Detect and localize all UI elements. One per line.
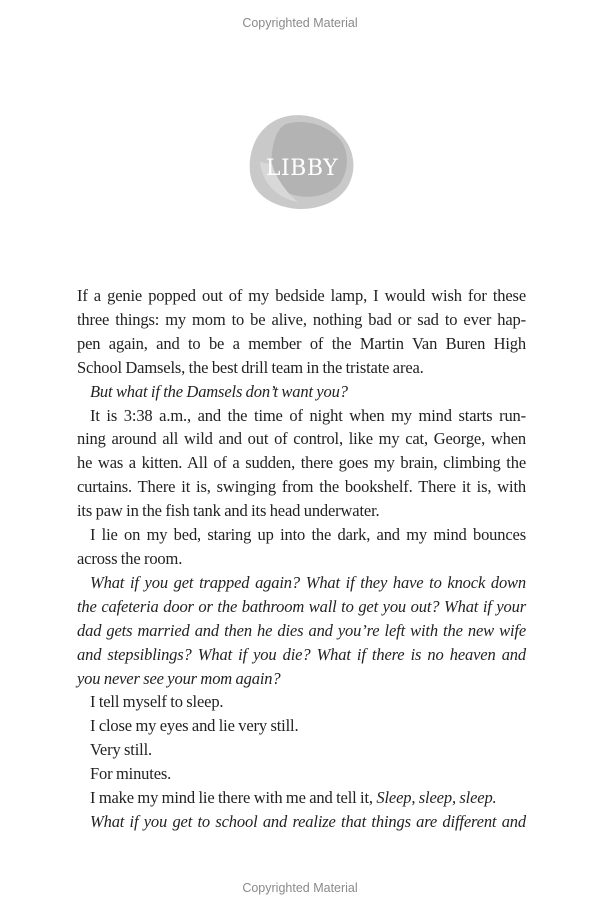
- italic-text: and stepsiblings? What if you die? What if there is no heaven and: [77, 644, 526, 664]
- text-line: [77, 308, 526, 332]
- text-line: [77, 810, 526, 834]
- text-span: I make my mind lie there with me and tell it,: [90, 788, 377, 808]
- italic-text: What if you get trapped again? What if they have to knock down: [90, 572, 526, 592]
- text-line: [77, 786, 526, 810]
- text-span: curtains. There it is, swinging from the bookshelf. There it is, with: [77, 477, 526, 497]
- copyright-watermark-top: Copyrighted Material: [242, 16, 358, 30]
- text-span: he was a kitten. All of a sudden, there goes my brain, climbing the: [77, 453, 526, 473]
- text-span: For minutes.: [90, 764, 172, 784]
- text-span: Very still.: [90, 740, 153, 760]
- text-line: [77, 404, 526, 428]
- text-line: [77, 762, 526, 786]
- italic-text: Sleep, sleep, sleep.: [376, 788, 497, 808]
- text-span: I tell myself to sleep.: [90, 692, 224, 712]
- text-span: pen again, and to be a member of the Martin Van Buren High: [77, 333, 526, 353]
- body-text: [77, 284, 526, 834]
- text-line: [77, 690, 526, 714]
- text-line: [77, 499, 526, 523]
- italic-text: dad gets married and then he dies and you’re left with the new wife: [77, 620, 526, 640]
- text-line: [77, 356, 526, 380]
- italic-text: you never see your mom again?: [77, 668, 281, 688]
- text-span: three things: my mom to be alive, nothing bad or sad to ever hap-: [77, 309, 526, 329]
- text-span: School Damsels, the best drill team in the tristate area.: [77, 357, 424, 377]
- text-span: across the room.: [77, 548, 183, 568]
- copyright-watermark-bottom: Copyrighted Material: [242, 881, 358, 895]
- italic-text: the cafeteria door or the bathroom wall to get you out? What if your: [77, 596, 526, 616]
- text-span: its paw in the fish tank and its head underwater.: [77, 501, 380, 521]
- text-line: [77, 643, 526, 667]
- text-line: [77, 284, 526, 308]
- text-span: ning around all wild and out of control, like my cat, George, when: [77, 429, 526, 449]
- text-line: [77, 427, 526, 451]
- text-line: [77, 380, 526, 404]
- chapter-title: LIBBY: [265, 156, 339, 181]
- text-line: [77, 595, 526, 619]
- italic-text: But what if the Damsels don’t want you?: [90, 381, 348, 401]
- text-line: [77, 523, 526, 547]
- text-span: I lie on my bed, staring up into the dark, and my mind bounces: [90, 525, 526, 545]
- text-span: It is 3:38 a.m., and the time of night when my mind starts run-: [90, 405, 526, 425]
- text-line: [77, 619, 526, 643]
- text-span: If a genie popped out of my bedside lamp, I would wish for these: [77, 286, 526, 305]
- text-span: I close my eyes and lie very still.: [90, 716, 299, 736]
- text-line: [77, 451, 526, 475]
- text-line: [77, 667, 526, 691]
- text-line: [77, 571, 526, 595]
- text-line: [77, 332, 526, 356]
- text-line: [77, 547, 526, 571]
- italic-text: What if you get to school and realize that things are different and: [90, 811, 526, 831]
- text-line: [77, 738, 526, 762]
- text-line: [77, 714, 526, 738]
- text-line: [77, 475, 526, 499]
